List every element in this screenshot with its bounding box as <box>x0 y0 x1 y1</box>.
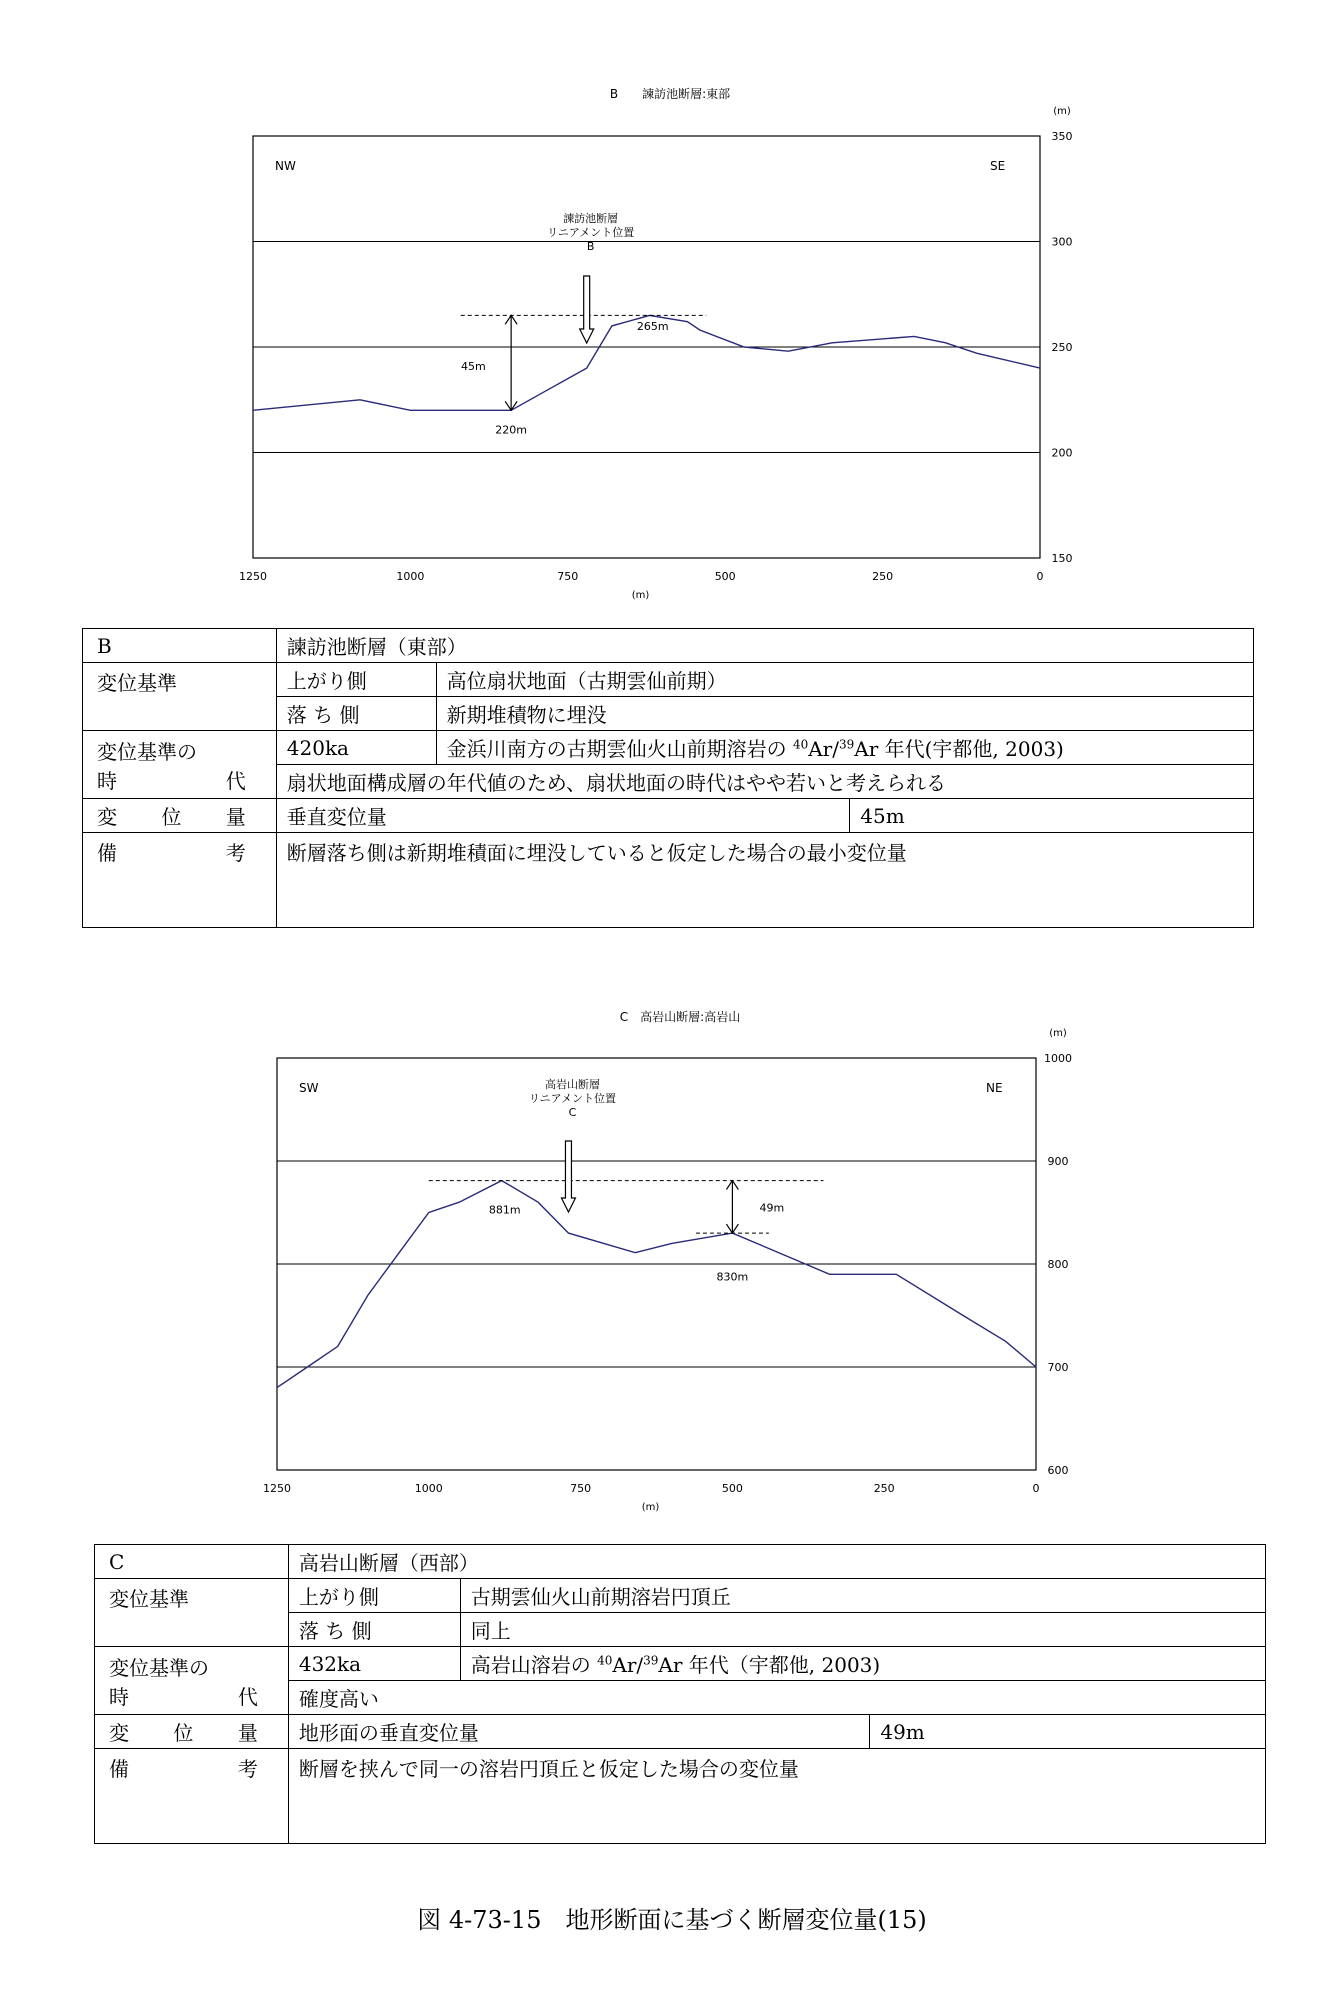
table-c-age-value: 432ka <box>288 1647 460 1681</box>
chart-c-profile-line <box>277 1181 1036 1388</box>
table-b-rem-a: 備 <box>97 841 117 865</box>
table-b-disp-type: 垂直変位量 <box>276 799 849 833</box>
table-c-disp-type: 地形面の垂直変位量 <box>288 1715 870 1749</box>
table-c-ar2: Ar <box>658 1653 683 1677</box>
table-c-rem-b: 考 <box>237 1757 258 1781</box>
chart-c-x-tick-label: 500 <box>721 1482 743 1495</box>
table-b-sup1: 40 <box>792 737 809 752</box>
table-b-disp-c: 量 <box>225 805 246 829</box>
chart-c-x-tick-label: 1000 <box>414 1482 443 1495</box>
table-c-age-label-2b: 代 <box>237 1684 258 1709</box>
table-b-age-value: 420ka <box>276 731 436 765</box>
chart-b-x-tick-label: 1000 <box>396 570 425 583</box>
chart-c-fault-location-arrow <box>561 1141 575 1212</box>
table-b-disp-a: 変 <box>97 805 117 829</box>
table-b-age-note: 扇状地面構成層の年代値のため、扇状地面の時代はやや若いと考えられる <box>276 765 1253 799</box>
chart-b-fault-label-line: 諫訪池断層 <box>563 212 619 225</box>
table-c-id: C <box>95 1545 289 1579</box>
chart-c-fault-label-line: リニアメント位置 <box>528 1092 617 1105</box>
table-c-age-label <box>95 1647 289 1715</box>
chart-c-fault-label-line: 高岩山断層 <box>544 1078 600 1091</box>
table-c-rem-label <box>95 1749 289 1844</box>
table-b-disp-value: 45m <box>850 799 1254 833</box>
chart-c-y-unit: (m) <box>1049 1028 1067 1039</box>
chart-b-y-tick-label: 250 <box>1051 341 1073 354</box>
chart-c-annotation: 49m <box>759 1201 785 1215</box>
chart-c-y-tick-label: 700 <box>1047 1361 1069 1374</box>
chart-c-fault-label-line: C <box>568 1106 577 1119</box>
chart-b-annotation: 220m <box>495 423 527 437</box>
chart-b-title: B 諫訪池断層:東部 <box>609 87 731 101</box>
table-c-sup1: 40 <box>597 1653 613 1668</box>
chart-b-left-label: NW <box>275 159 296 173</box>
chart-c-title: C 高岩山断層:高岩山 <box>619 1010 741 1024</box>
table-b-remarks: 断層落ち側は新期堆積面に埋没していると仮定した場合の最小変位量 <box>276 833 1253 928</box>
chart-c-x-tick-label: 1250 <box>263 1482 291 1495</box>
table-b-ar1: Ar/ <box>808 737 839 761</box>
chart-c-left-label: SW <box>299 1081 319 1095</box>
table-c-std-label: 変位基準 <box>95 1579 289 1647</box>
chart-b-fault-label-line: B <box>586 240 595 253</box>
chart-c-y-tick-label: 600 <box>1047 1464 1069 1477</box>
chart-c-x-tick-label: 250 <box>873 1482 895 1495</box>
chart-c-right-label: NE <box>986 1081 1003 1095</box>
table-b-down-label: 落 ち 側 <box>276 697 436 731</box>
chart-b-y-tick-label: 150 <box>1051 552 1073 565</box>
chart-c-y-tick-label: 800 <box>1047 1258 1069 1271</box>
chart-b-y-tick-label: 350 <box>1051 130 1073 143</box>
table-b-age-label-2b: 代 <box>225 768 246 793</box>
table-c-age-source <box>460 1647 1265 1681</box>
table-b-disp-b: 位 <box>161 805 182 829</box>
table-c-down-value: 同上 <box>460 1613 1265 1647</box>
table-c-age-src-pre: 高岩山溶岩の <box>470 1653 591 1677</box>
figure-caption: 図 4-73-15 地形断面に基づく断層変位量(15) <box>417 1906 927 1934</box>
table-c-remarks: 断層を挟んで同一の溶岩円頂丘と仮定した場合の変位量 <box>288 1749 1265 1844</box>
table-c-age-src-post: 年代（宇都他, 2003) <box>688 1653 881 1677</box>
table-c-sup2: 39 <box>643 1653 659 1668</box>
table-c-age-label-2a: 時 <box>109 1684 129 1709</box>
table-b-age-label-2a: 時 <box>97 768 117 793</box>
table-c-disp-label <box>95 1715 289 1749</box>
chart-c-annotation: 881m <box>488 1203 521 1217</box>
table-b-sup2: 39 <box>838 737 855 752</box>
chart-c-x-tick-label: 750 <box>570 1482 592 1495</box>
table-c-ar1: Ar/ <box>612 1653 644 1677</box>
table-c-up-value: 古期雲仙火山前期溶岩円頂丘 <box>460 1579 1265 1613</box>
chart-b-x-tick-label: 1250 <box>239 570 267 583</box>
table-c-rem-a: 備 <box>109 1757 129 1781</box>
table-c-disp-b: 位 <box>173 1721 194 1745</box>
chart-b-annotation: 45m <box>461 359 486 373</box>
table-c-up-label: 上がり側 <box>288 1579 460 1613</box>
table-c <box>94 1544 1266 1844</box>
table-b-age-src-pre: 金浜川南方の古期雲仙火山前期溶岩の <box>446 737 787 761</box>
chart-b-x-unit: (m) <box>631 590 650 601</box>
table-c-disp-c: 量 <box>237 1721 258 1745</box>
table-b-name: 諫訪池断層（東部） <box>276 629 1253 663</box>
table-b-down-value: 新期堆積物に埋没 <box>436 697 1253 731</box>
table-c-age-note: 確度高い <box>288 1681 1265 1715</box>
chart-b-x-tick-label: 0 <box>1036 570 1044 583</box>
table-c-disp-a: 変 <box>109 1721 129 1745</box>
chart-c-x-unit: (m) <box>641 1502 660 1513</box>
table-c-down-label: 落 ち 側 <box>288 1613 460 1647</box>
chart-c-annotation: 830m <box>716 1270 749 1284</box>
chart-c-y-tick-label: 1000 <box>1044 1052 1072 1065</box>
chart-c-y-tick-label: 900 <box>1047 1155 1069 1168</box>
chart-b-x-tick-label: 250 <box>872 570 894 583</box>
chart-c-x-tick-label: 0 <box>1032 1482 1040 1495</box>
table-b-id: B <box>83 629 277 663</box>
table-b-rem-b: 考 <box>225 841 246 865</box>
chart-b-x-tick-label: 750 <box>557 570 579 583</box>
chart-b-y-tick-label: 300 <box>1051 235 1073 249</box>
table-c-age-label-1: 変位基準の <box>109 1655 209 1680</box>
table-b-std-label: 変位基準 <box>83 663 277 731</box>
table-c-name: 高岩山断層（西部） <box>288 1545 1265 1579</box>
table-b-ar2: Ar <box>854 737 879 761</box>
table-b-up-value: 高位扇状地面（古期雲仙前期） <box>436 663 1253 697</box>
chart-b-annotation: 265m <box>636 319 669 333</box>
table-c-disp-value: 49m <box>870 1715 1266 1749</box>
chart-b-y-unit: (m) <box>1053 106 1071 117</box>
table-b-age-src-post: 年代(宇都他, 2003) <box>884 737 1064 761</box>
chart-b-x-tick-label: 500 <box>714 570 736 583</box>
chart-b-right-label: SE <box>990 159 1006 173</box>
chart-b-y-tick-label: 200 <box>1051 446 1073 460</box>
table-c-age-label-2 <box>109 1681 278 1710</box>
chart-b-fault-label-line: リニアメント位置 <box>547 226 635 239</box>
table-b-age-label-1: 変位基準の <box>97 739 197 764</box>
table-b-up-label: 上がり側 <box>276 663 436 697</box>
